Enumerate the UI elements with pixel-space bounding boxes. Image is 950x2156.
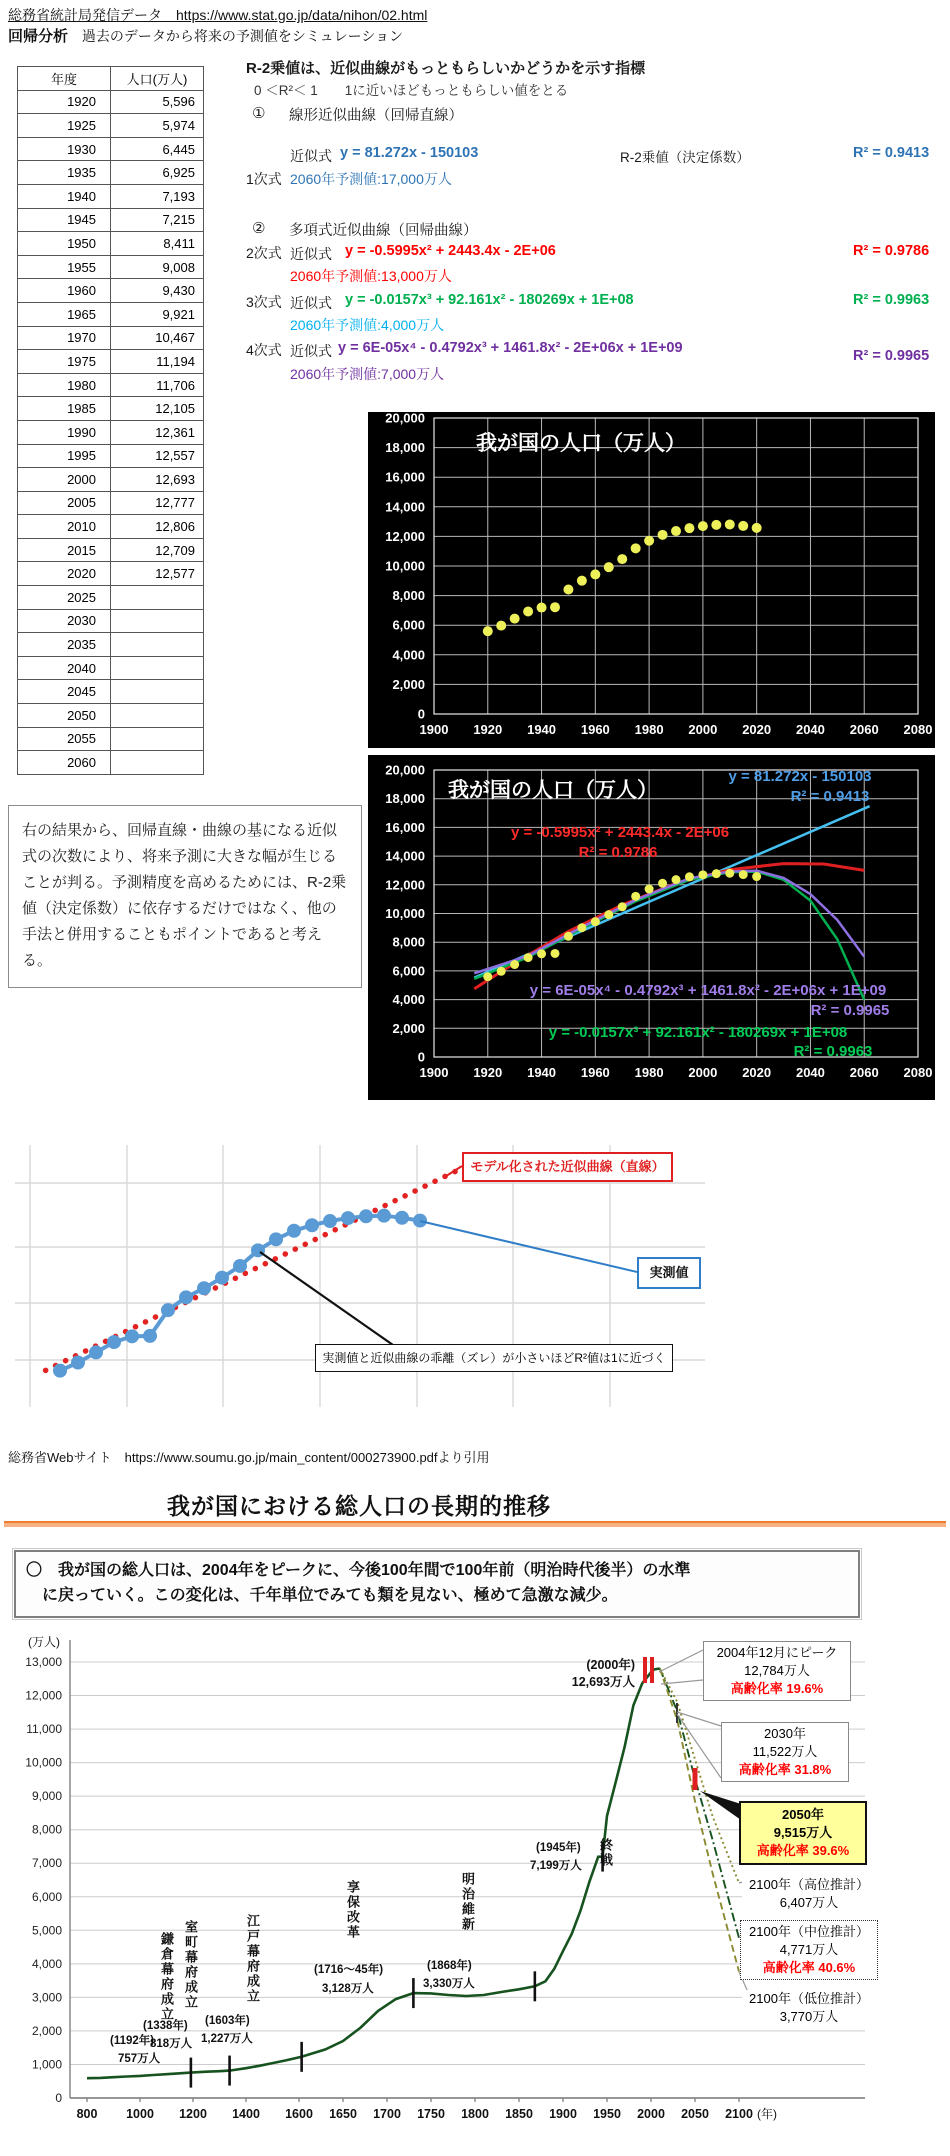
pred3: 2060年予測値:4,000万人	[290, 317, 445, 333]
year-cell: 1985	[18, 397, 111, 421]
svg-text:0: 0	[417, 1049, 425, 1065]
year-cell: 2040	[18, 656, 111, 680]
population-cell: 9,430	[111, 279, 204, 303]
table-row	[18, 420, 204, 444]
population-trendlines-svg	[368, 755, 935, 1100]
eq1-note: R-2乗値（決定係数）	[620, 150, 750, 165]
svg-text:2000: 2000	[637, 2107, 665, 2121]
year-cell: 1940	[18, 184, 111, 208]
model-line	[46, 1171, 456, 1370]
svg-text:2100: 2100	[725, 2107, 753, 2121]
svg-text:1980: 1980	[634, 722, 664, 737]
svg-text:1400: 1400	[232, 2107, 260, 2121]
event-ticks	[191, 1703, 677, 2088]
population-cell: 12,361	[111, 420, 204, 444]
event-name-vertical: 明治維新	[460, 1872, 475, 1932]
population-cell: 11,194	[111, 350, 204, 374]
population-cell: 5,974	[111, 114, 204, 138]
svg-text:1950: 1950	[593, 2107, 621, 2121]
page-title: 回帰分析	[8, 28, 69, 45]
year-cell: 2035	[18, 633, 111, 657]
peak-mark	[650, 1657, 654, 1683]
callout-2004-line2: 12,784万人	[744, 1663, 810, 1678]
svg-text:(年): (年)	[757, 2107, 777, 2121]
callout-low-line1: 2100年（低位推計）	[749, 1991, 869, 2006]
table-row	[18, 114, 204, 138]
event-value-label: 3,330万人	[423, 1978, 475, 1990]
event-year-label: (1945年)	[536, 1842, 581, 1854]
svg-text:16,000: 16,000	[385, 819, 425, 835]
table-row	[18, 90, 204, 114]
year-cell: 2045	[18, 680, 111, 704]
event-year-label: (1603年)	[205, 2015, 250, 2027]
year-cell: 2050	[18, 704, 111, 728]
population-cell	[111, 609, 204, 633]
year-cell: 1950	[18, 232, 111, 256]
svg-text:2080: 2080	[903, 722, 933, 737]
population-cell: 11,706	[111, 373, 204, 397]
table-row	[18, 586, 204, 610]
svg-text:1200: 1200	[179, 2107, 207, 2121]
svg-text:1900: 1900	[549, 2107, 577, 2121]
r2-overlay: R² = 0.9965	[810, 1002, 890, 1019]
population-cell: 7,193	[111, 184, 204, 208]
svg-text:11,000: 11,000	[26, 1722, 62, 1737]
year-cell: 2005	[18, 491, 111, 515]
trendline	[474, 871, 864, 974]
table-row	[18, 137, 204, 161]
pred4: 2060年予測値:7,000万人	[290, 366, 445, 382]
table-row	[18, 538, 204, 562]
svg-text:800: 800	[76, 2107, 98, 2121]
table-row	[18, 468, 204, 492]
svg-text:2020: 2020	[742, 1065, 772, 1080]
svg-text:1850: 1850	[505, 2107, 533, 2121]
year-cell: 2010	[18, 515, 111, 539]
data-points	[483, 869, 761, 981]
year-cell: 1960	[18, 279, 111, 303]
population-scatter-chart	[368, 412, 935, 748]
population-cell: 10,467	[111, 326, 204, 350]
model-line-label-box: モデル化された近似曲線（直線）	[462, 1152, 673, 1182]
svg-text:2060: 2060	[849, 722, 879, 737]
equation-overlay: y = -0.0157x³ + 92.161x² - 180269x + 1E+08	[548, 1024, 848, 1041]
svg-text:20,000: 20,000	[385, 762, 425, 778]
svg-text:10,000: 10,000	[385, 906, 425, 921]
event-year-label: (1868年)	[427, 1960, 472, 1972]
population-cell: 12,557	[111, 444, 204, 468]
long-term-chart-title: 我が国における総人口の長期的推移	[167, 1493, 551, 1519]
table-row	[18, 751, 204, 775]
svg-text:3,000: 3,000	[31, 1990, 62, 2005]
svg-text:2020: 2020	[742, 722, 772, 737]
event-value-label: 3,128万人	[322, 1983, 374, 1995]
section1-title: 線形近似曲線（回帰直線）	[289, 108, 463, 124]
svg-text:10,000: 10,000	[25, 1755, 62, 1770]
eq4-label: 近似式	[290, 343, 332, 359]
svg-text:20,000: 20,000	[385, 412, 425, 426]
mark-2050	[693, 1768, 698, 1790]
svg-text:2000: 2000	[688, 722, 718, 737]
callout-high-line1: 2100年（高位推計）	[749, 1877, 869, 1892]
callout-high-line2: 6,407万人	[779, 1895, 839, 1910]
table-row	[18, 161, 204, 185]
svg-text:9,000: 9,000	[31, 1789, 62, 1804]
table-row	[18, 279, 204, 303]
r2-heading: R-2乗値は、近似曲線がもっともらしいかどうかを示す指標	[246, 60, 646, 77]
year-cell: 2000	[18, 468, 111, 492]
callout-2100-low	[742, 1990, 876, 2026]
section2-title: 多項式近似曲線（回帰曲線）	[289, 223, 478, 239]
equation-overlay: y = 6E-05x⁴ - 0.4792x³ + 1461.8x² - 2E+06x + 1E+09	[529, 982, 887, 999]
table-row	[18, 255, 204, 279]
table-row	[18, 184, 204, 208]
eq3-label: 近似式	[290, 295, 332, 311]
eq4-formula: y = 6E-05x⁴ - 0.4792x³ + 1461.8x² - 2E+06x + 1E+09	[338, 340, 683, 356]
svg-text:8,000: 8,000	[392, 934, 425, 950]
population-column-header: 人口(万人)	[111, 67, 204, 91]
eq2-formula: y = -0.5995x² + 2443.4x - 2E+06	[345, 243, 556, 259]
callout-low-line2: 3,770万人	[779, 2009, 839, 2024]
r2-subnote: 0 ＜R²＜ 1 1に近いほどもっともらしい値をとる	[254, 83, 569, 98]
svg-text:6,000: 6,000	[392, 617, 425, 633]
table-row	[18, 656, 204, 680]
table-row	[18, 727, 204, 751]
callout-2050	[739, 1801, 867, 1865]
deg2-label: 2次式	[246, 245, 282, 261]
year-cell: 1970	[18, 326, 111, 350]
r2-overlay: R² = 0.9786	[578, 844, 658, 861]
year-cell: 1995	[18, 444, 111, 468]
event-name-vertical: 江戸幕府成立	[245, 1914, 260, 2004]
population-cell: 6,925	[111, 161, 204, 185]
pred2: 2060年予測値:13,000万人	[290, 268, 452, 284]
year-cell: 1935	[18, 161, 111, 185]
svg-text:4,000: 4,000	[392, 647, 425, 663]
svg-text:1940: 1940	[527, 1065, 557, 1080]
svg-text:18,000: 18,000	[385, 791, 425, 807]
svg-text:1900: 1900	[419, 722, 449, 737]
svg-text:1800: 1800	[461, 2107, 489, 2121]
svg-text:18,000: 18,000	[385, 440, 425, 456]
svg-text:0: 0	[55, 2091, 62, 2105]
callout-2100-mid	[740, 1920, 878, 1980]
table-row	[18, 633, 204, 657]
svg-text:8,000: 8,000	[392, 588, 425, 604]
year-cell: 1975	[18, 350, 111, 374]
population-cell: 9,921	[111, 302, 204, 326]
chart-title: 我が国の人口（万人）	[476, 432, 686, 455]
population-cell: 5,596	[111, 90, 204, 114]
year-cell: 1955	[18, 255, 111, 279]
peak-mark	[643, 1657, 647, 1683]
table-row	[18, 397, 204, 421]
event-value-label: 757万人	[118, 2053, 161, 2065]
equation-overlay: y = 81.272x - 150103	[728, 768, 872, 785]
r2-overlay: R² = 0.9413	[790, 788, 870, 805]
year-cell: 1980	[18, 373, 111, 397]
table-row	[18, 704, 204, 728]
eq2-r2: R² = 0.9786	[853, 243, 930, 259]
peak-value-label: 12,693万人	[571, 1675, 635, 1689]
population-cell: 7,215	[111, 208, 204, 232]
deg1-label: 1次式	[246, 171, 282, 187]
population-cell	[111, 751, 204, 775]
year-cell: 1930	[18, 137, 111, 161]
soumu-citation: 総務省Webサイト https://www.soumu.go.jp/main_content/000273900.pdfより引用	[8, 1450, 490, 1465]
svg-text:0: 0	[417, 706, 425, 722]
svg-text:1750: 1750	[417, 2107, 445, 2121]
conclusion-note-box: 右の結果から、回帰直線・曲線の基になる近似式の次数により、将来予測に大きな幅が生じることが判る。予測精度を高めるためには、R-2乗値（決定係数）に依存するだけではなく、他の手法と併用することもポイントであると考える。	[8, 805, 362, 988]
svg-text:1920: 1920	[473, 1065, 503, 1080]
svg-text:8,000: 8,000	[31, 1822, 62, 1837]
deg4-label: 4次式	[246, 342, 282, 358]
population-cell	[111, 633, 204, 657]
svg-text:6,000: 6,000	[31, 1889, 62, 1904]
callout-2030-line2: 11,522万人	[752, 1744, 818, 1759]
svg-text:1650: 1650	[329, 2107, 357, 2121]
population-cell: 12,693	[111, 468, 204, 492]
table-row	[18, 562, 204, 586]
svg-text:5,000: 5,000	[31, 1923, 62, 1938]
table-header-row	[18, 67, 204, 91]
year-cell: 1965	[18, 302, 111, 326]
svg-text:16,000: 16,000	[385, 469, 425, 485]
svg-text:1960: 1960	[580, 1065, 610, 1080]
svg-text:1700: 1700	[373, 2107, 401, 2121]
pred1: 2060年予測値:17,000万人	[290, 171, 452, 187]
population-cell: 12,709	[111, 538, 204, 562]
r2-overlay: R² = 0.9963	[793, 1043, 873, 1060]
event-name-vertical: 室町幕府成立	[183, 1920, 198, 2010]
page-subtitle-line	[8, 25, 403, 46]
svg-text:12,000: 12,000	[385, 528, 425, 544]
svg-text:12,000: 12,000	[385, 877, 425, 893]
peak-year-label: (2000年)	[586, 1658, 635, 1672]
year-cell: 2030	[18, 609, 111, 633]
svg-text:1940: 1940	[527, 722, 557, 737]
section1-number: ①	[252, 105, 266, 122]
svg-text:1600: 1600	[285, 2107, 313, 2121]
population-cell: 12,806	[111, 515, 204, 539]
table-row	[18, 302, 204, 326]
population-scatter-svg	[368, 412, 935, 748]
svg-text:(万人): (万人)	[28, 1635, 60, 1649]
year-cell: 2020	[18, 562, 111, 586]
gridlines	[434, 418, 918, 714]
population-cell	[111, 656, 204, 680]
svg-text:1900: 1900	[419, 1065, 449, 1080]
svg-text:2,000: 2,000	[392, 676, 425, 692]
year-cell: 2055	[18, 727, 111, 751]
note-connector	[260, 1252, 393, 1345]
event-value-label: 818万人	[150, 2038, 193, 2050]
eq4-r2: R² = 0.9965	[853, 348, 930, 364]
orange-rule	[4, 1521, 946, 1527]
model-connector	[443, 1166, 462, 1178]
callout-2050-line1: 2050年	[782, 1807, 824, 1822]
svg-text:1980: 1980	[634, 1065, 664, 1080]
chart-title: 我が国の人口（万人）	[448, 779, 658, 802]
population-cell: 9,008	[111, 255, 204, 279]
svg-text:4,000: 4,000	[31, 1956, 62, 1971]
svg-text:2050: 2050	[681, 2107, 709, 2121]
table-row	[18, 609, 204, 633]
r2-note-box: 実測値と近似曲線の乖離（ズレ）が小さいほどR²値は1に近づく	[315, 1344, 673, 1372]
svg-text:2060: 2060	[849, 1065, 879, 1080]
svg-text:2,000: 2,000	[392, 1020, 425, 1036]
svg-text:2,000: 2,000	[31, 2023, 62, 2038]
svg-text:1960: 1960	[580, 722, 610, 737]
year-cell: 2025	[18, 586, 111, 610]
callout-2004-line3: 高齢化率 19.6%	[730, 1681, 824, 1696]
svg-text:10,000: 10,000	[385, 558, 425, 574]
callout-2100-high	[742, 1876, 876, 1912]
svg-text:2040: 2040	[795, 722, 825, 737]
svg-text:13,000: 13,000	[25, 1655, 62, 1670]
population-cell: 6,445	[111, 137, 204, 161]
eq2-label: 近似式	[290, 246, 332, 262]
table-row	[18, 326, 204, 350]
data-points	[483, 519, 762, 636]
summary-statement-box	[14, 1550, 860, 1618]
event-name-vertical: 享保改革	[345, 1880, 360, 1940]
deg3-label: 3次式	[246, 294, 282, 310]
svg-text:1920: 1920	[473, 722, 503, 737]
year-cell: 1920	[18, 90, 111, 114]
eq1-formula: y = 81.272x - 150103	[340, 145, 479, 161]
trendline	[474, 864, 864, 989]
equation-overlay: y = -0.5995x² + 2443.4x - 2E+06	[510, 824, 730, 841]
svg-text:4,000: 4,000	[392, 992, 425, 1008]
callout-mid-line3: 高齢化率 40.6%	[762, 1960, 856, 1975]
population-cell	[111, 680, 204, 704]
table-row	[18, 373, 204, 397]
event-name-vertical: 終戦	[598, 1838, 613, 1868]
svg-text:6,000: 6,000	[392, 963, 425, 979]
population-cell	[111, 704, 204, 728]
projection-dashed	[660, 1669, 739, 1972]
eq3-formula: y = -0.0157x³ + 92.161x² - 180269x + 1E+08	[345, 292, 634, 308]
population-cell: 12,777	[111, 491, 204, 515]
table-row	[18, 444, 204, 468]
statement-line1: 〇 我が国の総人口は、2004年をピークに、今後100年間で100年前（明治時代後半）の水準	[26, 1562, 691, 1579]
svg-text:2080: 2080	[903, 1065, 933, 1080]
svg-text:1,000: 1,000	[31, 2057, 62, 2072]
svg-text:1000: 1000	[126, 2107, 154, 2121]
event-name-vertical: 鎌倉幕府成立	[159, 1932, 174, 2022]
callout-2050-line2: 9,515万人	[773, 1825, 833, 1840]
event-year-label: (1716～45年)	[314, 1964, 384, 1976]
event-value-label: 1,227万人	[201, 2033, 253, 2045]
callout-mid-line2: 4,771万人	[779, 1942, 839, 1957]
callout-2050-line3: 高齢化率 39.6%	[756, 1843, 850, 1858]
svg-text:14,000: 14,000	[385, 499, 425, 515]
svg-text:12,000: 12,000	[25, 1688, 62, 1703]
population-trendline-chart	[368, 755, 935, 1100]
statement-line2: に戻っていく。この変化は、千年単位でみても類を見ない、極めて急激な減少。	[26, 1586, 618, 1604]
population-cell	[111, 586, 204, 610]
svg-text:14,000: 14,000	[385, 848, 425, 864]
year-cell: 2060	[18, 751, 111, 775]
population-table-wrap	[17, 66, 204, 775]
page-subtitle: 過去のデータから将来の予測値をシミュレーション	[81, 28, 404, 44]
eq3-r2: R² = 0.9963	[853, 292, 930, 308]
callout-2004-line1: 2004年12月にピーク	[716, 1645, 838, 1660]
year-cell: 1945	[18, 208, 111, 232]
actual-values-label-box: 実測値	[637, 1257, 701, 1289]
year-cell: 1925	[18, 114, 111, 138]
table-row	[18, 491, 204, 515]
table-row	[18, 515, 204, 539]
callout-2030-line3: 高齢化率 31.8%	[738, 1762, 832, 1777]
table-row	[18, 208, 204, 232]
callout-2030	[721, 1722, 849, 1782]
table-row	[18, 350, 204, 374]
population-cell: 12,577	[111, 562, 204, 586]
event-value-label: 7,199万人	[530, 1860, 582, 1872]
svg-text:2000: 2000	[688, 1065, 718, 1080]
eq1-label: 近似式	[290, 148, 332, 164]
event-year-label: (1192年)	[110, 2035, 155, 2047]
svg-text:2040: 2040	[795, 1065, 825, 1080]
callout-2030-line1: 2030年	[764, 1726, 806, 1741]
year-column-header: 年度	[18, 67, 111, 91]
year-cell: 1990	[18, 420, 111, 444]
event-year-label: (1338年)	[143, 2020, 188, 2032]
population-cell: 8,411	[111, 232, 204, 256]
section2-number: ②	[252, 220, 266, 237]
population-table	[17, 66, 204, 775]
source-link[interactable]: 総務省統計局発信データ https://www.stat.go.jp/data/nihon/02.html	[8, 7, 428, 23]
year-cell: 2015	[18, 538, 111, 562]
table-row	[18, 232, 204, 256]
callout-mid-line1: 2100年（中位推計）	[749, 1924, 869, 1939]
population-cell: 12,105	[111, 397, 204, 421]
table-row	[18, 680, 204, 704]
population-cell	[111, 727, 204, 751]
svg-text:7,000: 7,000	[31, 1856, 62, 1871]
callout-2004-peak	[703, 1641, 851, 1701]
eq1-r2: R² = 0.9413	[853, 145, 930, 161]
